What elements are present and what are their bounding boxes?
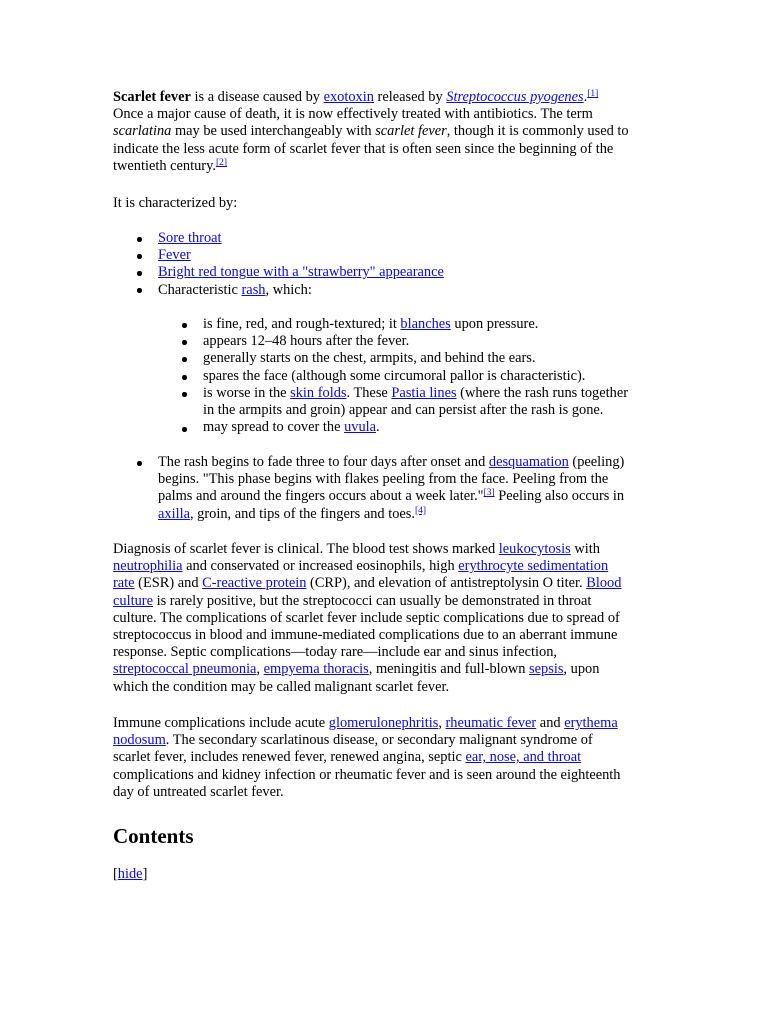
- link-erythrocyte-sedimentation[interactable]: erythrocyte sedimentation: [458, 558, 609, 575]
- bullet-icon: [137, 254, 142, 259]
- link-streptococcus-pyogenes[interactable]: Streptococcus pyogenes: [446, 89, 584, 105]
- link-culture[interactable]: culture: [113, 592, 153, 609]
- bullet-icon: [182, 340, 187, 345]
- bullet-icon: [137, 271, 142, 276]
- link-strawberry-tongue[interactable]: Bright red tongue with a "strawberry" appearance: [158, 264, 444, 281]
- intro-paragraph: Scarlet fever is a disease caused by exotoxin released by Streptococcus pyogenes.[1] Once a major cause of death, it is now effectively treated with antibiotics. The term scarlatina may be used interchangeably with scarlet fever, though it is commonly used to indicate the less acute form of scarlet fever that is often seen since the beginning of the twentieth century.[2]: [113, 89, 629, 174]
- bullet-icon: [137, 237, 142, 242]
- link-fever[interactable]: Fever: [158, 247, 191, 264]
- link-uvula[interactable]: uvula: [344, 419, 377, 436]
- link-sore-throat[interactable]: Sore throat: [158, 230, 222, 246]
- ref-2[interactable]: [2]: [215, 157, 228, 168]
- link-sepsis[interactable]: sepsis: [529, 661, 564, 678]
- link-erythema[interactable]: erythema: [564, 715, 618, 731]
- link-neutrophilia[interactable]: neutrophilia: [113, 558, 183, 575]
- diagnosis-paragraph: Diagnosis of scarlet fever is clinical. The blood test shows marked leukocytosis with neutrophilia and conservated or increased eosinophils, high erythrocyte sedimentation rate (ESR) and C-reactive protein (CRP), and elevation of antistreptolysin O titer. Blood culture is rarely positive, but the streptococci can usually be demonstrated in throat culture. The complications of scarlet fever include septic complications due to spread of streptococcus in blood and immune-mediated complications due to an aberrant immune response. Septic complications—today rare—include ear and sinus infection, streptococcal pneumonia, empyema thoracis, meningitis and full-blown sepsis, upon which the condition may be called malignant scarlet fever.: [113, 541, 622, 695]
- list-item: Characteristic rash, which:: [158, 281, 312, 298]
- link-skin-folds[interactable]: skin folds: [290, 384, 347, 401]
- contents-heading: Contents: [113, 824, 194, 848]
- bullet-icon: [182, 392, 187, 397]
- link-rash[interactable]: rash: [241, 281, 266, 298]
- symptom-list: [158, 230, 444, 299]
- hide-link[interactable]: hide: [117, 866, 143, 882]
- link-exotoxin[interactable]: exotoxin: [323, 89, 374, 105]
- link-pastia-lines[interactable]: Pastia lines: [391, 384, 457, 401]
- characterized-heading: It is characterized by:: [113, 195, 238, 211]
- link-leukocytosis[interactable]: leukocytosis: [498, 541, 571, 557]
- link-empyema-thoracis[interactable]: empyema thoracis: [263, 661, 369, 678]
- immune-paragraph: Immune complications include acute glomerulonephritis, rheumatic fever and erythema nodosum. The secondary scarlatinous disease, or secondary malignant syndrome of scarlet fever, includes renewed fever, renewed angina, septic ear, nose, and throat complications and kidney infection or rheumatic fever and is seen around the eighteenth day of untreated scarlet fever.: [113, 715, 621, 800]
- bullet-icon: [182, 357, 187, 362]
- list-item: [158, 247, 444, 264]
- ref-4[interactable]: [4]: [414, 505, 427, 516]
- link-rheumatic-fever[interactable]: rheumatic fever: [445, 715, 537, 731]
- bullet-icon: [182, 323, 187, 328]
- list-item: is fine, red, and rough-textured; it blanches upon pressure.: [203, 316, 539, 332]
- list-item: [158, 264, 444, 281]
- link-blood[interactable]: Blood: [586, 575, 622, 592]
- bullet-icon: [182, 375, 187, 380]
- ref-1[interactable]: [1]: [587, 89, 599, 99]
- term-scarlet-fever: Scarlet fever: [113, 89, 191, 105]
- link-c-reactive-protein[interactable]: C-reactive protein: [202, 575, 307, 592]
- list-item: appears 12–48 hours after the fever.: [203, 333, 410, 350]
- fade-list-item: The rash begins to fade three to four days after onset and desquamation (peeling) begins. "This phase begins with flakes peeling from the face. Peeling from the palms and around the fingers occurs about a week later."[3] Peeling also occurs in axilla, groin, and tips of the fingers and toes.[4]: [158, 454, 625, 522]
- bullet-icon: [137, 288, 142, 293]
- list-item: is worse in the skin folds. These Pastia lines (where the rash runs together: [203, 384, 629, 401]
- link-rate[interactable]: rate: [113, 575, 135, 592]
- bullet-icon: [137, 461, 142, 466]
- list-item: spares the face (although some circumoral pallor is characteristic).: [203, 367, 586, 384]
- link-axilla[interactable]: axilla: [158, 505, 190, 522]
- list-item: generally starts on the chest, armpits, and behind the ears.: [203, 350, 536, 367]
- list-item: may spread to cover the uvula.: [203, 419, 380, 436]
- bullet-icon: [182, 427, 187, 432]
- link-nodosum[interactable]: nodosum: [113, 732, 166, 749]
- link-ear-nose-throat[interactable]: ear, nose, and throat: [465, 749, 582, 766]
- link-streptococcal-pneumonia[interactable]: streptococcal pneumonia: [113, 661, 257, 678]
- link-blanches[interactable]: blanches: [400, 316, 451, 332]
- list-item: [158, 230, 444, 247]
- contents-toggle: [hide]: [113, 866, 148, 882]
- link-glomerulonephritis[interactable]: glomerulonephritis: [328, 715, 439, 731]
- ref-3[interactable]: [3]: [483, 488, 495, 499]
- rash-sublist: is fine, red, and rough-textured; it blanches upon pressure. appears 12–48 hours after the fever. generally starts on the chest, armpits, and behind the ears. spares the face (although some circumoral pallor is characteristic). is worse in the skin folds. These Pastia lines (where the rash runs together in the armpits and groin) appear and can persist after the rash is gone. may spread to cover the uvula.: [203, 316, 629, 436]
- link-desquamation[interactable]: desquamation: [488, 454, 569, 470]
